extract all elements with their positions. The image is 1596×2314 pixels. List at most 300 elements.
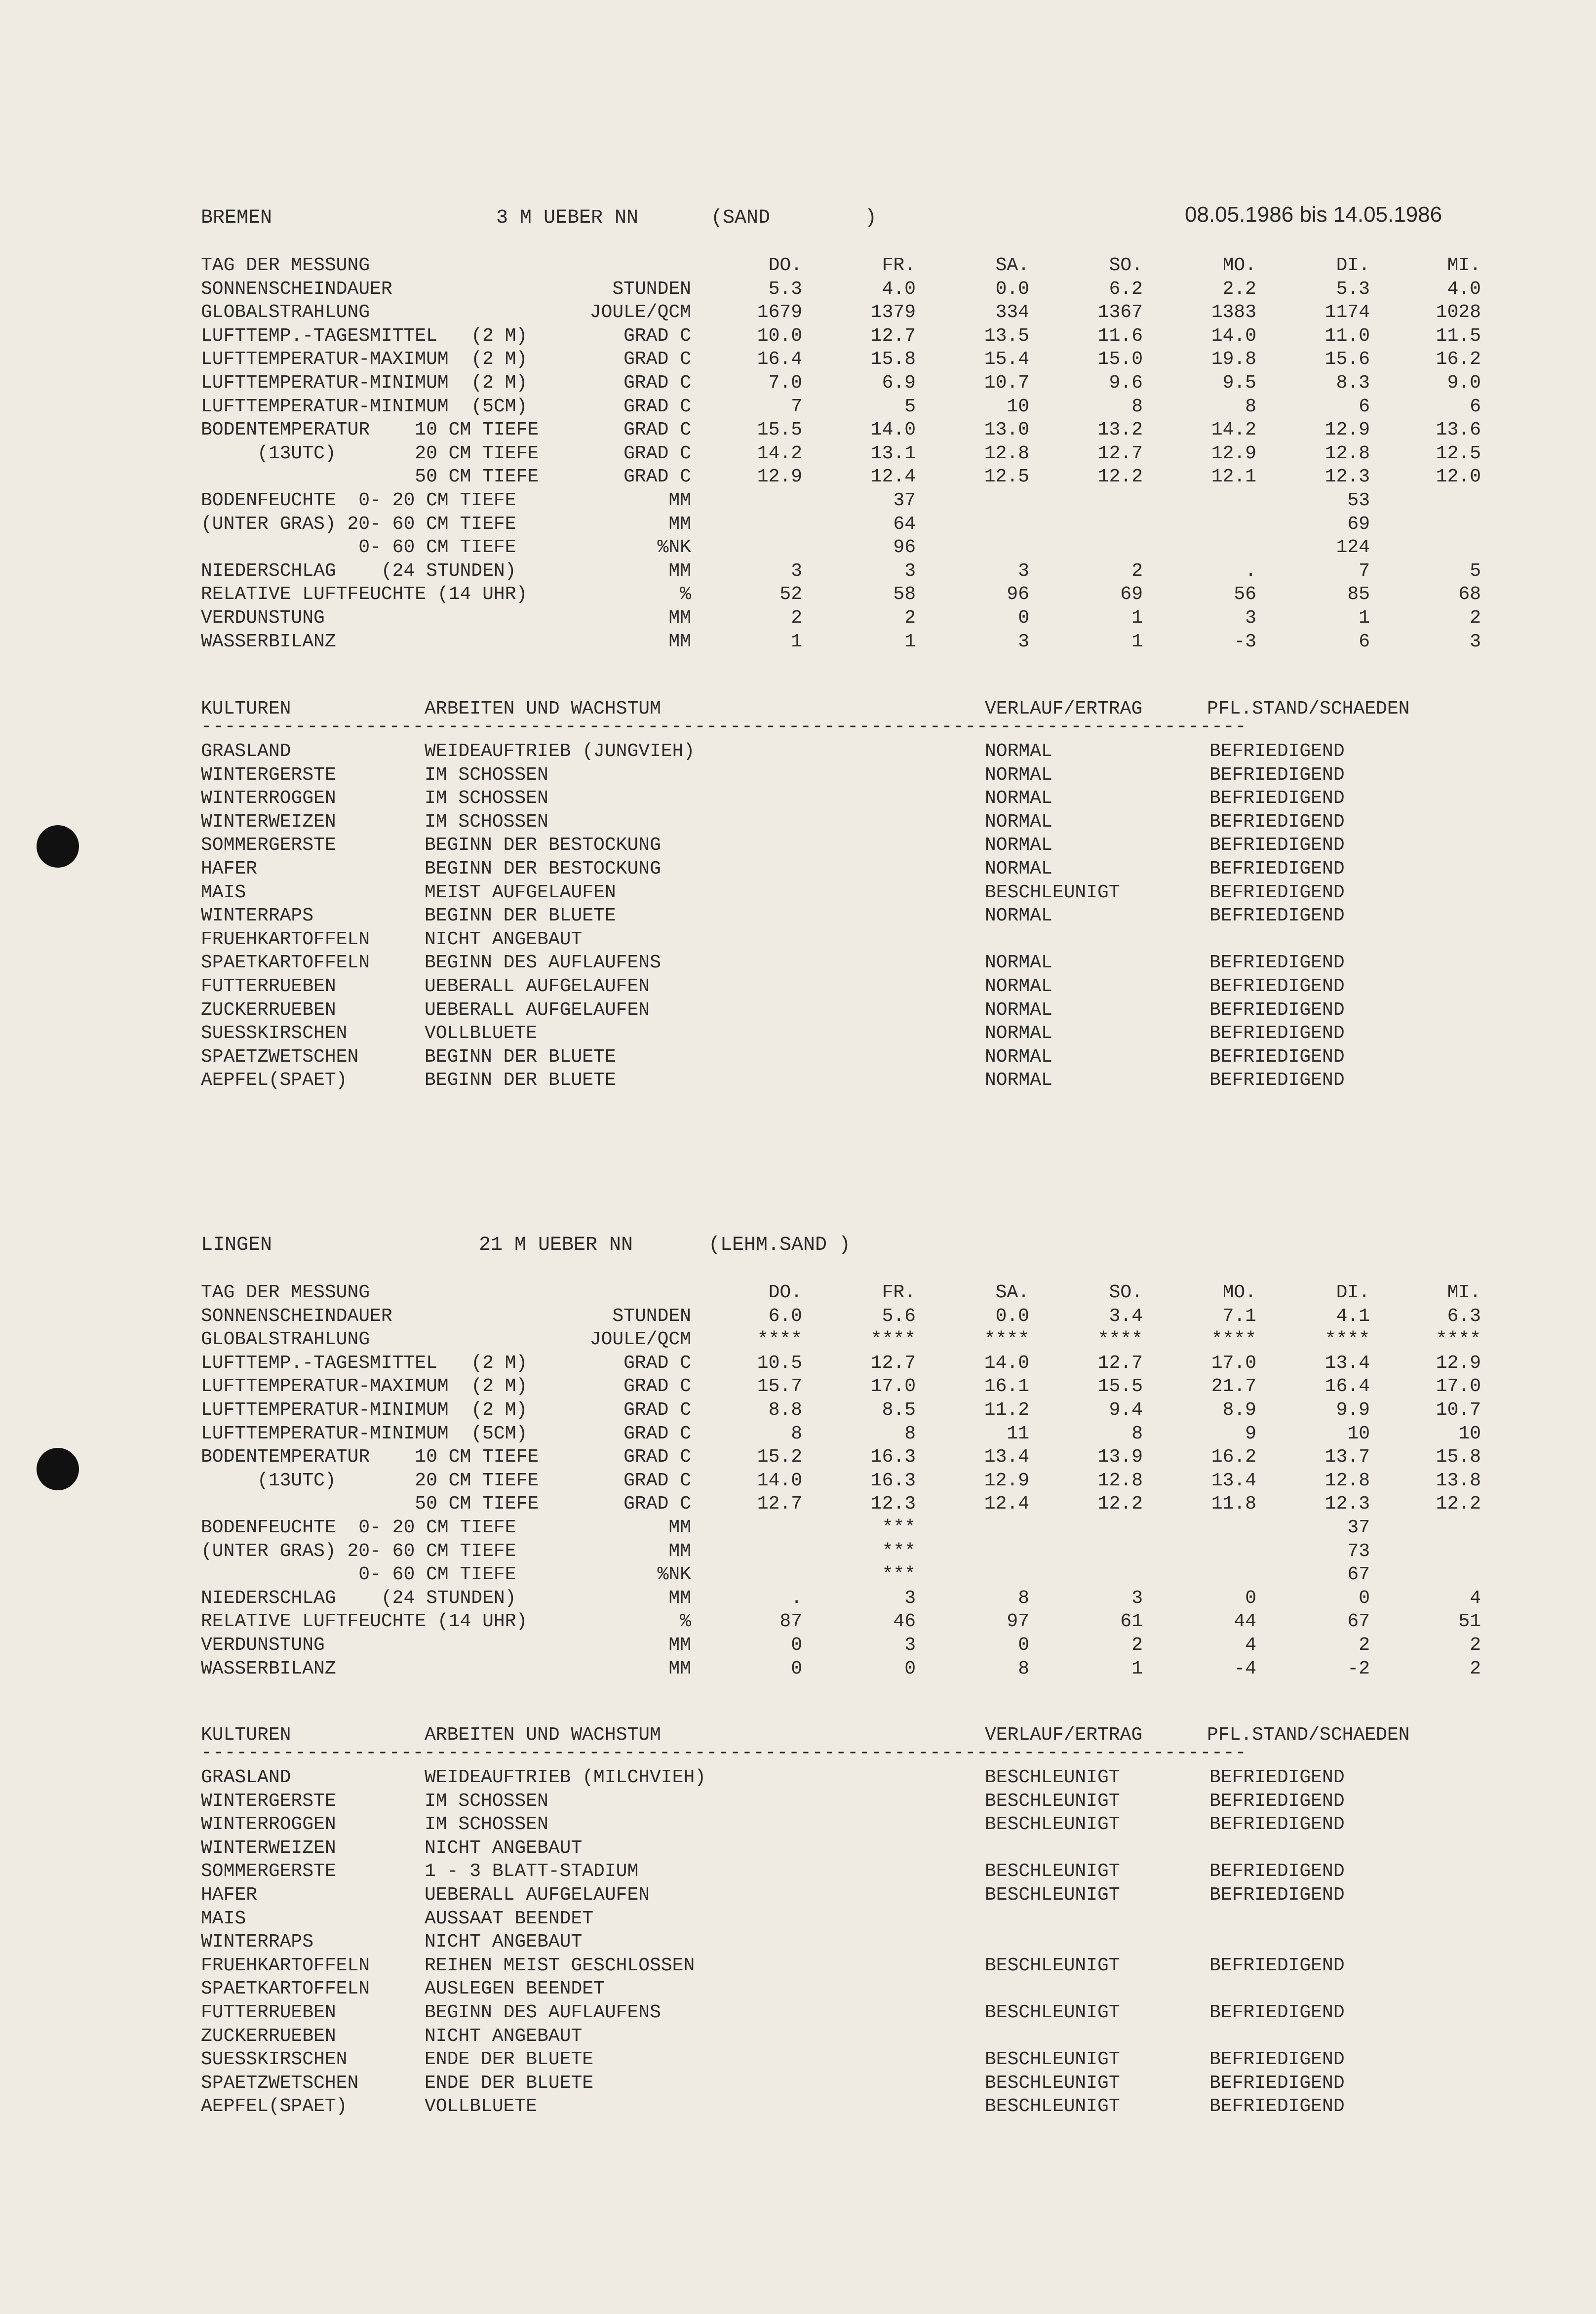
value-tmittel-5: 17.0 [1211, 1352, 1256, 1374]
crop-name: WINTERROGGEN [201, 788, 336, 809]
value-nieder-7: 5 [1470, 560, 1481, 582]
value-verd-3: 0 [1018, 607, 1029, 629]
value-tmin2-5: 8.9 [1222, 1399, 1256, 1421]
value-tmin2-6: 8.3 [1336, 372, 1370, 394]
crop-work: VOLLBLUETE [425, 1023, 538, 1044]
value-boden20-7: 13.8 [1436, 1470, 1481, 1491]
crop-verlauf: NORMAL [985, 741, 1052, 762]
value-nieder-3: 3 [1018, 560, 1029, 582]
row-unit-boden10: GRAD C [623, 419, 691, 441]
value-nieder-7: 4 [1470, 1587, 1481, 1609]
value-feuchte60-6: 73 [1347, 1540, 1370, 1562]
row-unit-boden50: GRAD C [623, 466, 691, 488]
row-label-tmin5: LUFTTEMPERATUR-MINIMUM (5CM) [201, 1423, 528, 1444]
value-feuchte60-2: *** [882, 1540, 916, 1562]
row-unit-tmittel: GRAD C [623, 1352, 691, 1374]
value-boden10-3: 13.0 [984, 419, 1029, 441]
weekday-2: FR. [882, 255, 916, 276]
value-feuchte060-6: 124 [1336, 537, 1370, 559]
crops-header-arbeiten: ARBEITEN UND WACHSTUM [425, 1724, 661, 1746]
row-label-tmittel: LUFTTEMP.-TAGESMITTEL (2 M) [201, 325, 528, 347]
value-boden10-3: 13.4 [984, 1446, 1029, 1468]
crop-name: GRASLAND [201, 1767, 291, 1788]
value-boden50-5: 12.1 [1211, 466, 1256, 488]
value-boden10-5: 16.2 [1211, 1446, 1256, 1468]
crop-name: AEPFEL(SPAET) [201, 2096, 348, 2117]
station-name: LINGEN [201, 1234, 272, 1256]
value-tmin5-2: 5 [904, 396, 916, 417]
row-label-global: GLOBALSTRAHLUNG [201, 1329, 370, 1351]
value-tmax-3: 15.4 [984, 349, 1029, 370]
value-boden10-4: 13.2 [1097, 419, 1143, 441]
crop-work: IM SCHOSSEN [425, 1814, 548, 1835]
value-tmittel-2: 12.7 [870, 325, 916, 347]
value-tmax-5: 21.7 [1211, 1376, 1256, 1397]
value-sonne-6: 4.1 [1336, 1305, 1370, 1327]
crop-name: MAIS [201, 881, 246, 903]
crop-name: GRASLAND [201, 741, 291, 762]
value-tmin2-7: 10.7 [1436, 1399, 1481, 1421]
row-unit-boden20: GRAD C [623, 442, 691, 464]
punch-hole [37, 825, 79, 868]
crop-name: FRUEHKARTOFFELN [201, 1955, 370, 1976]
weekday-7: MI. [1447, 255, 1481, 276]
value-boden20-5: 12.9 [1211, 442, 1256, 464]
row-unit-feuchte60: MM [668, 513, 691, 535]
value-rel-4: 61 [1120, 1611, 1143, 1633]
crop-work: UEBERALL AUFGELAUFEN [425, 1884, 650, 1906]
crop-work: IM SCHOSSEN [425, 811, 548, 833]
value-tmittel-2: 12.7 [870, 1352, 916, 1374]
crop-verlauf: BESCHLEUNIGT [985, 1955, 1120, 1976]
station-height: 3 M UEBER NN [496, 207, 639, 229]
value-tmin2-1: 7.0 [768, 372, 802, 394]
crop-work: BEGINN DER BESTOCKUNG [425, 835, 661, 856]
value-boden50-6: 12.3 [1324, 466, 1370, 488]
crop-stand: BEFRIEDIGEND [1209, 2002, 1345, 2023]
value-verd-1: 0 [791, 1635, 802, 1656]
crop-work: BEGINN DES AUFLAUFENS [425, 2002, 661, 2023]
crop-verlauf: NORMAL [985, 858, 1052, 879]
value-rel-6: 85 [1347, 584, 1370, 605]
weekday-1: DO. [768, 1282, 802, 1303]
crop-work: BEGINN DER BESTOCKUNG [425, 858, 661, 879]
value-tmittel-7: 11.5 [1436, 325, 1481, 347]
crop-verlauf: NORMAL [985, 952, 1052, 974]
value-tmittel-1: 10.0 [757, 325, 802, 347]
weekday-3: SA. [995, 255, 1029, 276]
value-sonne-1: 6.0 [768, 1305, 802, 1327]
value-nieder-2: 3 [904, 1587, 916, 1609]
value-tmin2-5: 9.5 [1222, 372, 1256, 394]
value-wasser-6: 6 [1359, 631, 1370, 652]
value-wasser-2: 1 [904, 631, 916, 652]
value-verd-2: 3 [904, 1635, 916, 1656]
row-label-verd: VERDUNSTUNG [201, 1635, 325, 1656]
row-label-nieder: NIEDERSCHLAG (24 STUNDEN) [201, 1587, 516, 1609]
row-unit-global: JOULE/QCM [589, 302, 691, 323]
value-sonne-7: 4.0 [1447, 278, 1481, 300]
value-rel-2: 58 [893, 584, 916, 605]
weekday-6: DI. [1336, 1282, 1370, 1303]
row-label-feuchte60: (UNTER GRAS) 20- 60 CM TIEFE [201, 1540, 516, 1562]
row-unit-wasser: MM [668, 1658, 691, 1679]
row-unit-tmin2: GRAD C [623, 1399, 691, 1421]
value-tmax-2: 17.0 [870, 1376, 916, 1397]
crop-work: NICHT ANGEBAUT [425, 1931, 583, 1953]
value-global-4: **** [1097, 1329, 1143, 1351]
crop-work: NICHT ANGEBAUT [425, 928, 583, 950]
crop-stand: BEFRIEDIGEND [1209, 1861, 1345, 1882]
value-tmin5-7: 10 [1458, 1423, 1481, 1444]
station-height: 21 M UEBER NN [479, 1234, 633, 1256]
value-tmin5-3: 10 [1007, 396, 1029, 417]
value-wasser-4: 1 [1131, 1658, 1143, 1679]
row-label-verd: VERDUNSTUNG [201, 607, 325, 629]
value-sonne-5: 2.2 [1222, 278, 1256, 300]
crop-name: WINTERGERSTE [201, 1790, 336, 1812]
value-tmin5-6: 6 [1359, 396, 1370, 417]
row-label-boden10: BODENTEMPERATUR 10 CM TIEFE [201, 1446, 539, 1468]
value-rel-5: 56 [1234, 584, 1256, 605]
row-unit-verd: MM [668, 607, 691, 629]
value-boden20-7: 12.5 [1436, 442, 1481, 464]
value-wasser-6: -2 [1347, 1658, 1370, 1679]
value-boden10-4: 13.9 [1097, 1446, 1143, 1468]
value-boden50-7: 12.2 [1436, 1493, 1481, 1515]
row-label-tmin2: LUFTTEMPERATUR-MINIMUM (2 M) [201, 372, 528, 394]
crop-work: BEGINN DER BLUETE [425, 905, 616, 927]
value-feuchte20-2: 37 [893, 490, 916, 511]
row-unit-nieder: MM [668, 560, 691, 582]
row-unit-wasser: MM [668, 631, 691, 652]
crop-verlauf: NORMAL [985, 764, 1052, 786]
row-unit-feuchte20: MM [668, 490, 691, 511]
row-unit-feuchte60: MM [668, 1540, 691, 1562]
value-rel-4: 69 [1120, 584, 1143, 605]
row-label-feuchte20: BODENFEUCHTE 0- 20 CM TIEFE [201, 1517, 516, 1538]
value-boden50-7: 12.0 [1436, 466, 1481, 488]
value-tmittel-3: 13.5 [984, 325, 1029, 347]
value-rel-6: 67 [1347, 1611, 1370, 1633]
row-unit-nieder: MM [668, 1587, 691, 1609]
value-verd-5: 4 [1245, 1635, 1256, 1656]
value-feuchte20-6: 37 [1347, 1517, 1370, 1538]
value-boden10-7: 13.6 [1436, 419, 1481, 441]
row-unit-tmittel: GRAD C [623, 325, 691, 347]
weekday-5: MO. [1222, 255, 1256, 276]
soil-type: (SAND ) [711, 207, 877, 229]
crop-verlauf: BESCHLEUNIGT [985, 2096, 1120, 2117]
crop-work: AUSLEGEN BEENDET [425, 1978, 605, 2000]
crop-stand: BEFRIEDIGEND [1209, 1790, 1345, 1812]
crop-stand: BEFRIEDIGEND [1209, 1955, 1345, 1976]
row-label-sonne: SONNENSCHEINDAUER [201, 278, 392, 300]
row-label-tmax: LUFTTEMPERATUR-MAXIMUM (2 M) [201, 1376, 528, 1397]
crop-stand: BEFRIEDIGEND [1209, 2049, 1345, 2071]
value-boden20-4: 12.7 [1097, 442, 1143, 464]
crop-verlauf: BESCHLEUNIGT [985, 2072, 1120, 2094]
value-sonne-2: 4.0 [882, 278, 916, 300]
value-boden20-1: 14.0 [757, 1470, 802, 1491]
value-global-3: **** [984, 1329, 1029, 1351]
crop-name: HAFER [201, 1884, 258, 1906]
crop-stand: BEFRIEDIGEND [1209, 976, 1345, 997]
crop-name: SUESSKIRSCHEN [201, 1023, 348, 1044]
value-rel-1: 52 [779, 584, 802, 605]
value-global-1: **** [757, 1329, 802, 1351]
crop-stand: BEFRIEDIGEND [1209, 905, 1345, 927]
crops-header-kulturen: KULTUREN [201, 698, 291, 719]
value-feuchte060-2: 96 [893, 537, 916, 559]
row-unit-sonne: STUNDEN [612, 1305, 691, 1327]
value-global-1: 1679 [757, 302, 802, 323]
crop-work: NICHT ANGEBAUT [425, 1837, 583, 1859]
value-boden50-2: 12.3 [870, 1493, 916, 1515]
row-label-feuchte60: (UNTER GRAS) 20- 60 CM TIEFE [201, 513, 516, 535]
crop-stand: BEFRIEDIGEND [1209, 835, 1345, 856]
row-unit-verd: MM [668, 1635, 691, 1656]
value-wasser-2: 0 [904, 1658, 916, 1679]
value-verd-2: 2 [904, 607, 916, 629]
value-nieder-4: 3 [1131, 1587, 1143, 1609]
row-label-feuchte060: 0- 60 CM TIEFE [201, 1564, 516, 1586]
row-label-boden50: 50 CM TIEFE [201, 466, 539, 488]
crop-work: IM SCHOSSEN [425, 764, 548, 786]
value-boden20-4: 12.8 [1097, 1470, 1143, 1491]
crops-rule: ----------------------------------------------------------------------------------------- [201, 716, 1247, 737]
crop-stand: BEFRIEDIGEND [1209, 881, 1345, 903]
row-unit-tmin5: GRAD C [623, 1423, 691, 1444]
value-global-7: **** [1436, 1329, 1481, 1351]
value-wasser-7: 3 [1470, 631, 1481, 652]
value-nieder-1: 3 [791, 560, 802, 582]
row-label-sonne: SONNENSCHEINDAUER [201, 1305, 392, 1327]
value-tmittel-4: 12.7 [1097, 1352, 1143, 1374]
value-feuchte20-6: 53 [1347, 490, 1370, 511]
value-nieder-6: 7 [1359, 560, 1370, 582]
row-unit-feuchte20: MM [668, 1517, 691, 1538]
value-verd-4: 1 [1131, 607, 1143, 629]
value-boden50-2: 12.4 [870, 466, 916, 488]
value-nieder-5: . [1245, 560, 1256, 582]
value-tmittel-5: 14.0 [1211, 325, 1256, 347]
value-tmin5-4: 8 [1131, 1423, 1143, 1444]
value-tmax-4: 15.0 [1097, 349, 1143, 370]
value-sonne-5: 7.1 [1222, 1305, 1256, 1327]
row-label-boden50: 50 CM TIEFE [201, 1493, 539, 1515]
crop-stand: BEFRIEDIGEND [1209, 1070, 1345, 1091]
value-boden50-3: 12.5 [984, 466, 1029, 488]
value-boden50-4: 12.2 [1097, 1493, 1143, 1515]
value-wasser-3: 8 [1018, 1658, 1029, 1679]
row-unit-feuchte060: %NK [657, 1564, 691, 1586]
value-wasser-7: 2 [1470, 1658, 1481, 1679]
row-label-tmax: LUFTTEMPERATUR-MAXIMUM (2 M) [201, 349, 528, 370]
crop-name: FRUEHKARTOFFELN [201, 928, 370, 950]
value-global-2: 1379 [870, 302, 916, 323]
value-sonne-4: 6.2 [1109, 278, 1143, 300]
value-boden50-4: 12.2 [1097, 466, 1143, 488]
crop-verlauf: NORMAL [985, 835, 1052, 856]
value-verd-6: 1 [1359, 607, 1370, 629]
value-boden50-3: 12.4 [984, 1493, 1029, 1515]
row-label-feuchte060: 0- 60 CM TIEFE [201, 537, 516, 559]
value-verd-4: 2 [1131, 1635, 1143, 1656]
value-sonne-3: 0.0 [995, 1305, 1029, 1327]
value-tmax-3: 16.1 [984, 1376, 1029, 1397]
crop-stand: BEFRIEDIGEND [1209, 1046, 1345, 1068]
weekday-2: FR. [882, 1282, 916, 1303]
row-label-tag: TAG DER MESSUNG [201, 255, 370, 276]
value-boden10-7: 15.8 [1436, 1446, 1481, 1468]
crop-stand: BEFRIEDIGEND [1209, 764, 1345, 786]
value-boden10-2: 14.0 [870, 419, 916, 441]
date-range: 08.05.1986 bis 14.05.1986 [1185, 202, 1442, 227]
crop-work: UEBERALL AUFGELAUFEN [425, 999, 650, 1021]
value-rel-7: 51 [1458, 1611, 1481, 1633]
crop-stand: BEFRIEDIGEND [1209, 2096, 1345, 2117]
value-verd-7: 2 [1470, 607, 1481, 629]
crop-work: MEIST AUFGELAUFEN [425, 881, 616, 903]
row-label-tag: TAG DER MESSUNG [201, 1282, 370, 1303]
value-tmin5-1: 7 [791, 396, 802, 417]
row-unit-boden50: GRAD C [623, 1493, 691, 1515]
crop-work: UEBERALL AUFGELAUFEN [425, 976, 650, 997]
crop-verlauf: BESCHLEUNIGT [985, 1814, 1120, 1835]
crop-name: SPAETZWETSCHEN [201, 1046, 359, 1068]
value-tmin2-4: 9.6 [1109, 372, 1143, 394]
value-sonne-3: 0.0 [995, 278, 1029, 300]
row-label-boden20: (13UTC) 20 CM TIEFE [201, 1470, 539, 1491]
crop-name: FUTTERRUEBEN [201, 2002, 336, 2023]
value-feuchte60-6: 69 [1347, 513, 1370, 535]
row-unit-tmax: GRAD C [623, 1376, 691, 1397]
crop-verlauf: NORMAL [985, 1070, 1052, 1091]
value-boden20-1: 14.2 [757, 442, 802, 464]
crop-verlauf: NORMAL [985, 1046, 1052, 1068]
weekday-3: SA. [995, 1282, 1029, 1303]
value-rel-2: 46 [893, 1611, 916, 1633]
value-global-7: 1028 [1436, 302, 1481, 323]
crops-header-verlauf: VERLAUF/ERTRAG [985, 698, 1143, 719]
crop-name: WINTERROGGEN [201, 1814, 336, 1835]
crop-stand: BEFRIEDIGEND [1209, 2072, 1345, 2094]
value-global-3: 334 [995, 302, 1029, 323]
crop-stand: BEFRIEDIGEND [1209, 858, 1345, 879]
value-nieder-4: 2 [1131, 560, 1143, 582]
value-tmin5-3: 11 [1007, 1423, 1029, 1444]
value-boden10-1: 15.5 [757, 419, 802, 441]
value-rel-3: 96 [1007, 584, 1029, 605]
value-global-6: 1174 [1324, 302, 1370, 323]
value-wasser-3: 3 [1018, 631, 1029, 652]
weekday-5: MO. [1222, 1282, 1256, 1303]
value-tmin5-2: 8 [904, 1423, 916, 1444]
value-tmax-5: 19.8 [1211, 349, 1256, 370]
value-tmin5-5: 9 [1245, 1423, 1256, 1444]
crop-work: REIHEN MEIST GESCHLOSSEN [425, 1955, 695, 1976]
crop-name: SPAETKARTOFFELN [201, 1978, 370, 2000]
crop-name: ZUCKERRUEBEN [201, 2025, 336, 2047]
crop-work: IM SCHOSSEN [425, 1790, 548, 1812]
value-boden10-2: 16.3 [870, 1446, 916, 1468]
crop-name: FUTTERRUEBEN [201, 976, 336, 997]
value-tmittel-4: 11.6 [1097, 325, 1143, 347]
value-boden50-6: 12.3 [1324, 1493, 1370, 1515]
weekday-7: MI. [1447, 1282, 1481, 1303]
row-unit-global: JOULE/QCM [589, 1329, 691, 1351]
value-tmittel-7: 12.9 [1436, 1352, 1481, 1374]
value-verd-5: 3 [1245, 607, 1256, 629]
crop-work: BEGINN DES AUFLAUFENS [425, 952, 661, 974]
crop-stand: BEFRIEDIGEND [1209, 1767, 1345, 1788]
crops-header-verlauf: VERLAUF/ERTRAG [985, 1724, 1143, 1746]
crop-verlauf: NORMAL [985, 976, 1052, 997]
crop-verlauf: BESCHLEUNIGT [985, 1767, 1120, 1788]
value-wasser-1: 0 [791, 1658, 802, 1679]
crop-work: WEIDEAUFTRIEB (MILCHVIEH) [425, 1767, 706, 1788]
crop-stand: BEFRIEDIGEND [1209, 1023, 1345, 1044]
crop-verlauf: BESCHLEUNIGT [985, 1861, 1120, 1882]
crop-stand: BEFRIEDIGEND [1209, 811, 1345, 833]
weekday-4: SO. [1109, 1282, 1143, 1303]
crop-name: SOMMERGERSTE [201, 835, 336, 856]
value-verd-3: 0 [1018, 1635, 1029, 1656]
value-feuchte060-2: *** [882, 1564, 916, 1586]
crop-verlauf: BESCHLEUNIGT [985, 1790, 1120, 1812]
row-label-tmittel: LUFTTEMP.-TAGESMITTEL (2 M) [201, 1352, 528, 1374]
value-global-2: **** [870, 1329, 916, 1351]
value-sonne-6: 5.3 [1336, 278, 1370, 300]
crop-name: HAFER [201, 858, 258, 879]
value-tmin2-4: 9.4 [1109, 1399, 1143, 1421]
crop-name: SUESSKIRSCHEN [201, 2049, 348, 2071]
value-feuchte060-6: 67 [1347, 1564, 1370, 1586]
crop-name: WINTERGERSTE [201, 764, 336, 786]
crop-verlauf: BESCHLEUNIGT [985, 2002, 1120, 2023]
value-nieder-5: 0 [1245, 1587, 1256, 1609]
value-global-5: **** [1211, 1329, 1256, 1351]
value-boden20-6: 12.8 [1324, 1470, 1370, 1491]
value-boden20-2: 13.1 [870, 442, 916, 464]
value-boden50-1: 12.7 [757, 1493, 802, 1515]
crop-name: WINTERWEIZEN [201, 811, 336, 833]
value-boden20-6: 12.8 [1324, 442, 1370, 464]
value-global-5: 1383 [1211, 302, 1256, 323]
crop-verlauf: NORMAL [985, 811, 1052, 833]
value-boden50-5: 11.8 [1211, 1493, 1256, 1515]
row-unit-rel: % [680, 1611, 691, 1633]
value-tmax-1: 15.7 [757, 1376, 802, 1397]
value-tmax-4: 15.5 [1097, 1376, 1143, 1397]
value-tmax-7: 16.2 [1436, 349, 1481, 370]
crop-name: SPAETZWETSCHEN [201, 2072, 359, 2094]
row-unit-tmin5: GRAD C [623, 396, 691, 417]
value-sonne-2: 5.6 [882, 1305, 916, 1327]
value-tmin2-2: 6.9 [882, 372, 916, 394]
value-rel-3: 97 [1007, 1611, 1029, 1633]
crop-stand: BEFRIEDIGEND [1209, 999, 1345, 1021]
soil-type: (LEHM.SAND ) [708, 1234, 851, 1256]
crop-stand: BEFRIEDIGEND [1209, 952, 1345, 974]
value-verd-6: 2 [1359, 1635, 1370, 1656]
value-boden20-2: 16.3 [870, 1470, 916, 1491]
row-label-tmin5: LUFTTEMPERATUR-MINIMUM (5CM) [201, 396, 528, 417]
row-label-nieder: NIEDERSCHLAG (24 STUNDEN) [201, 560, 516, 582]
row-label-rel: RELATIVE LUFTFEUCHTE (14 UHR) [201, 584, 528, 605]
crop-work: 1 - 3 BLATT-STADIUM [425, 1861, 639, 1882]
